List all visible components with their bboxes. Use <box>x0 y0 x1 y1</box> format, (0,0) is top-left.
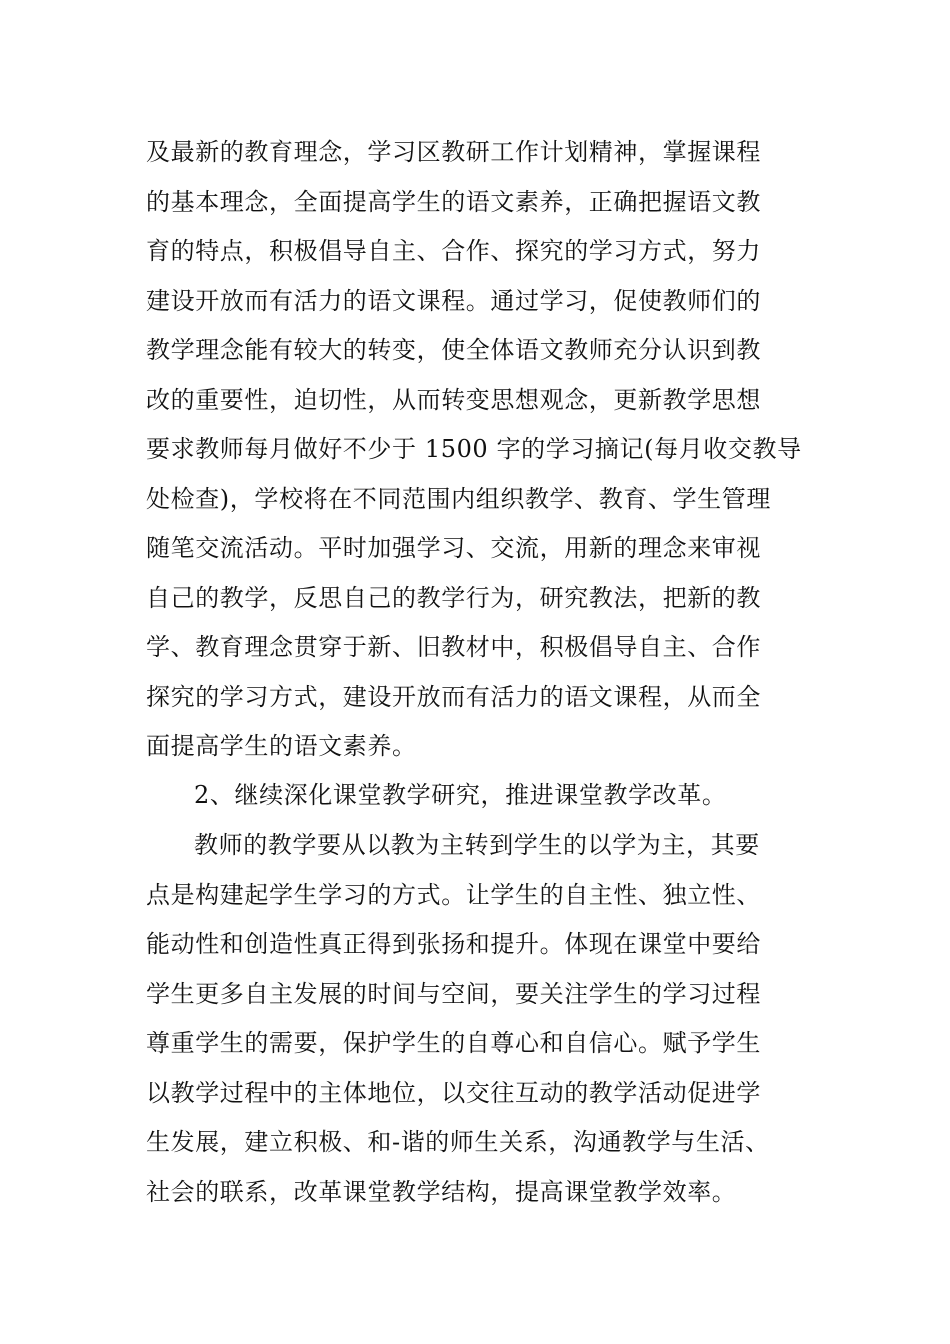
text-line: 能动性和创造性真正得到张扬和提升。体现在课堂中要给 <box>146 930 761 958</box>
text-line: 建设开放而有活力的语文课程。通过学习，促使教师们的 <box>146 286 761 315</box>
text-line: 以教学过程中的主体地位，以交往互动的教学活动促进学 <box>146 1078 761 1107</box>
text-line: 面提高学生的语文素养。 <box>146 732 417 760</box>
text-line: 学生更多自主发展的时间与空间，要关注学生的学习过程 <box>146 979 761 1008</box>
text-line: 学、教育理念贯穿于新、旧教材中，积极倡导自主、合作 <box>146 633 761 661</box>
text-line: 教学理念能有较大的转变，使全体语文教师充分认识到教 <box>146 336 761 364</box>
text-line: 要求教师每月做好不少于 1500 字的学习摘记(每月收交教导 <box>146 435 802 463</box>
text-line: 及最新的教育理念，学习区教研工作计划精神，掌握课程 <box>146 138 761 166</box>
text-line: 的基本理念，全面提高学生的语文素养，正确把握语文教 <box>146 187 761 216</box>
section-heading-2 <box>146 771 810 821</box>
text-line: 生发展，建立积极、和-谐的师生关系，沟通教学与生活、 <box>146 1128 770 1156</box>
paragraph-study-continuation <box>146 128 810 772</box>
text-line: 教师的教学要从以教为主转到学生的以学为主，其要 <box>194 831 760 859</box>
text-line: 改的重要性，迫切性，从而转变思想观念，更新教学思想 <box>146 385 761 414</box>
text-line: 随笔交流活动。平时加强学习、交流，用新的理念来审视 <box>146 534 761 562</box>
text-line: 处检查)，学校将在不同范围内组织教学、教育、学生管理 <box>146 484 771 513</box>
text-line: 点是构建起学生学习的方式。让学生的自主性、独立性、 <box>146 880 761 909</box>
heading-line: 2、继续深化课堂教学研究，推进课堂教学改革。 <box>194 781 727 809</box>
text-line: 育的特点，积极倡导自主、合作、探究的学习方式，努力 <box>146 237 761 265</box>
text-line: 社会的联系，改革课堂教学结构，提高课堂教学效率。 <box>146 1177 737 1206</box>
text-line: 自己的教学，反思自己的教学行为，研究教法，把新的教 <box>146 583 761 612</box>
paragraph-classroom-reform <box>146 821 810 1217</box>
text-line: 尊重学生的需要，保护学生的自尊心和自信心。赋予学生 <box>146 1029 761 1057</box>
text-line: 探究的学习方式，建设开放而有活力的语文课程，从而全 <box>146 682 761 711</box>
